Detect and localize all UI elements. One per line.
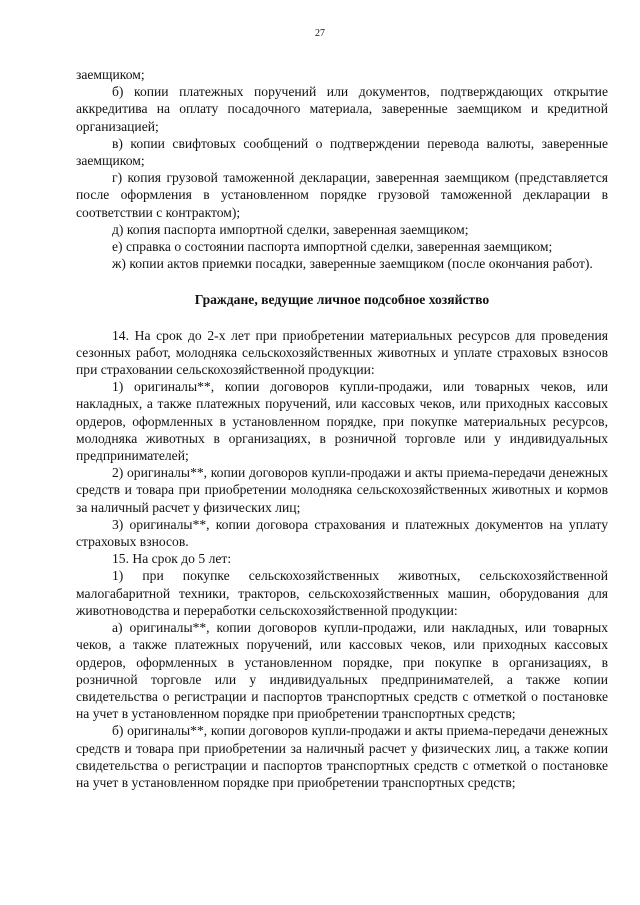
page-number: 27 bbox=[315, 28, 325, 39]
paragraph: 1) при покупке сельскохозяйственных животных, сельскохозяйственной малогабаритной техники, тракторов, сельскохозяйственных машин, оборудования для животноводства и переработки сельскохозяйственной продукции: bbox=[76, 568, 608, 618]
paragraph: 2) оригиналы**, копии договоров купли-продажи и акты приема-передачи денежных средств и товара при приобретении молодняка сельскохозяйственных животных и кормов за наличный расчет у физических лиц; bbox=[76, 465, 608, 515]
paragraph: 14. На срок до 2-х лет при приобретении материальных ресурсов для проведения сезонных работ, молодняка сельскохозяйственных животных и уплате страховых взносов при страховании сельскохозяйственной продукции: bbox=[76, 327, 608, 378]
bottom-paragraphs bbox=[76, 327, 608, 791]
paragraph: 15. На срок до 5 лет: bbox=[112, 551, 232, 567]
paragraph: б) копии платежных поручений или документов, подтверждающих открытие аккредитива на оплату посадочного материала, заверенные заемщиком и кредитной организацией; bbox=[76, 84, 608, 134]
document-body bbox=[76, 66, 608, 791]
paragraph: 1) оригиналы**, копии договоров купли-продажи, или товарных чеков, или накладных, а также платежных поручений, или кассовых чеков, или приходных кассовых ордеров, оформленных в установленном порядке, при покупке материальных ресурсов, молодняка животных в организациях, в розничной торговле или у индивидуальных предпринимателей; bbox=[76, 379, 608, 464]
section-heading: Граждане, ведущие личное подсобное хозяйство bbox=[194, 292, 490, 308]
paragraph: б) оригиналы**, копии договоров купли-продажи и акты приема-передачи денежных средств и товара при приобретении за наличный расчет у физических лиц, а также копии свидетельства о регистрации и паспортов транспортных средств с отметкой о постановке на учет в установленном порядке при приобретении транспортных средств; bbox=[76, 723, 608, 790]
paragraph: ж) копии актов приемки посадки, заверенные заемщиком (после окончания работ). bbox=[112, 256, 593, 272]
paragraph: д) копия паспорта импортной сделки, заверенная заемщиком; bbox=[112, 221, 469, 237]
paragraph: в) копии свифтовых сообщений о подтверждении перевода валюты, заверенные заемщиком; bbox=[76, 135, 608, 169]
top-paragraphs bbox=[76, 66, 608, 272]
paragraph: г) копия грузовой таможенной декларации, заверенная заемщиком (представляется после оформления в установленном порядке грузовой таможенной декларации в соответствии с контрактом); bbox=[76, 170, 608, 220]
paragraph: е) справка о состоянии паспорта импортной сделки, заверенная заемщиком; bbox=[112, 239, 553, 255]
paragraph: а) оригиналы**, копии договоров купли-продажи, или накладных, или товарных чеков, а также платежных поручений, или кассовых чеков, или приходных кассовых ордеров, оформленных в установленном порядке, при покупке в организациях, в розничной торговле или у индивидуальных предпринимателей, а также копии свидетельства о регистрации и паспортов транспортных средств с отметкой о постановке на учет в установленном порядке при приобретении транспортных средств; bbox=[76, 620, 608, 722]
paragraph: заемщиком; bbox=[76, 67, 145, 82]
paragraph: 3) оригиналы**, копии договора страхования и платежных документов на уплату страховых взносов. bbox=[76, 516, 608, 550]
